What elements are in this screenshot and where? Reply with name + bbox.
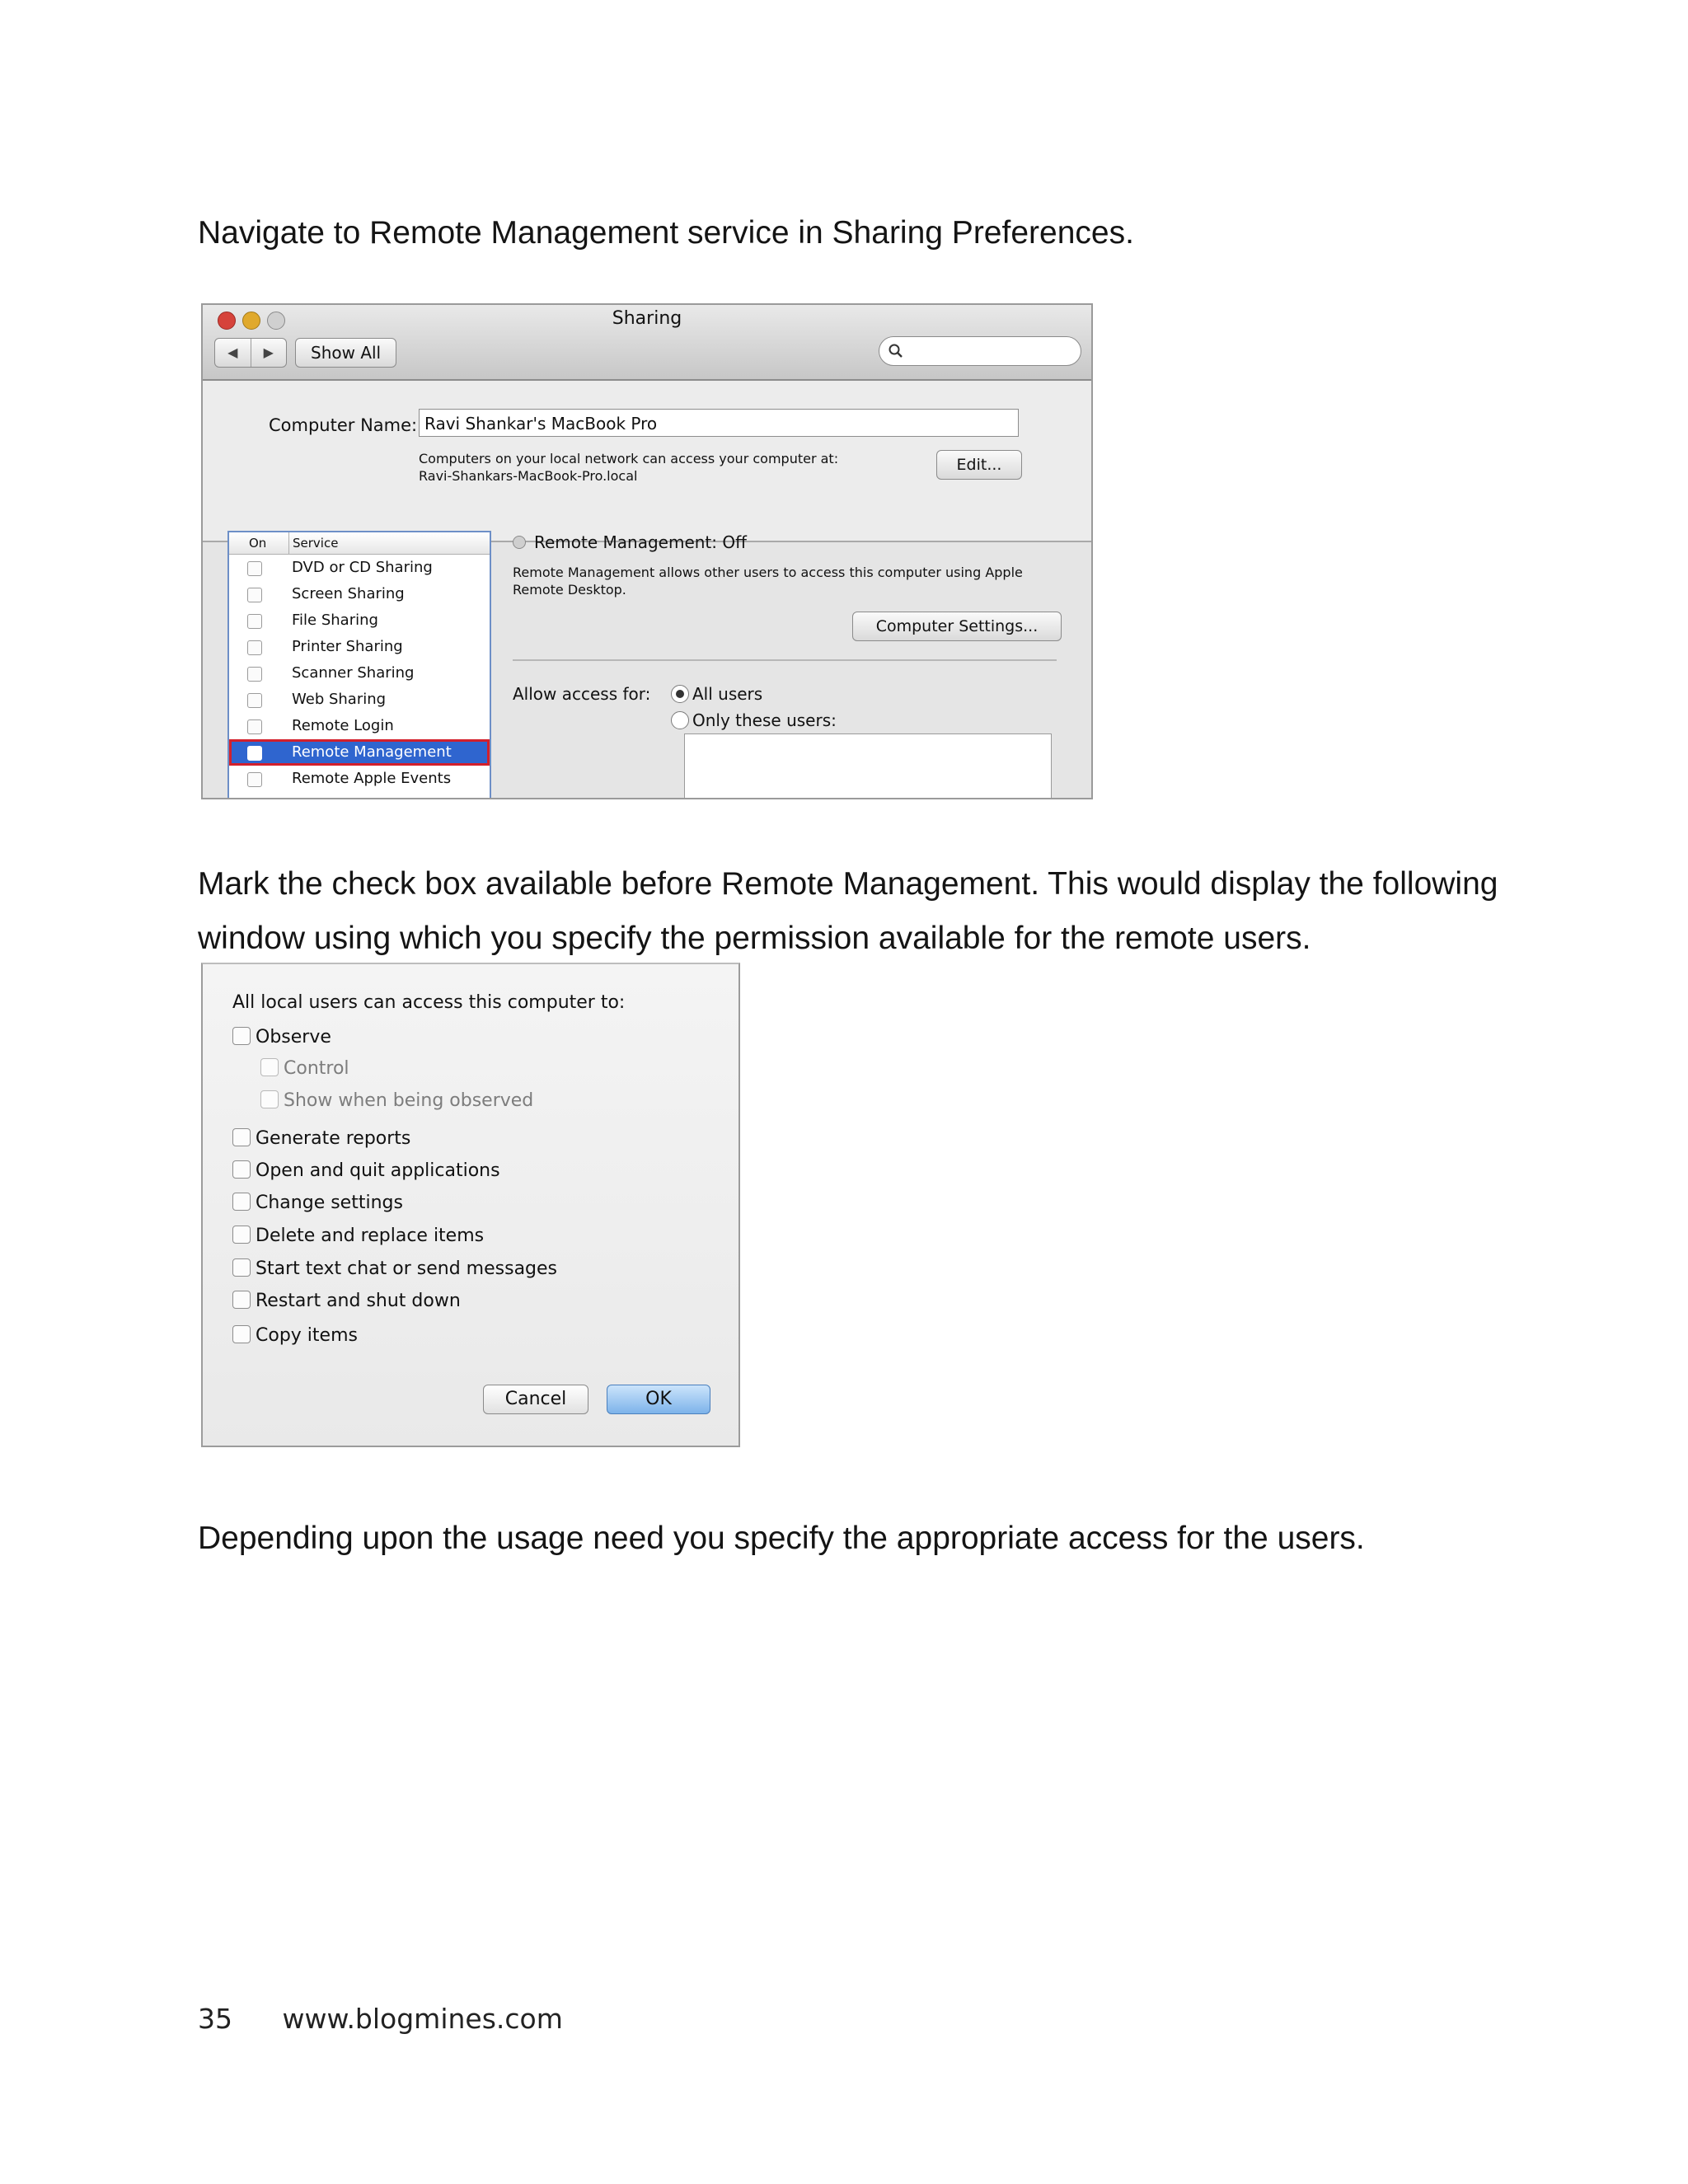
permission-copy-items[interactable] xyxy=(232,1325,358,1346)
computer-settings-button[interactable]: Computer Settings... xyxy=(852,612,1062,641)
footer-site: www.blogmines.com xyxy=(282,2003,563,2035)
permission-show-when-observed[interactable] xyxy=(260,1090,533,1111)
radio-all-users[interactable] xyxy=(671,684,762,704)
checkbox[interactable] xyxy=(260,1058,279,1076)
header-on[interactable]: On xyxy=(249,536,267,551)
computer-name-section xyxy=(203,381,1091,542)
users-list-box[interactable] xyxy=(684,733,1052,799)
allow-access-label: Allow access for: xyxy=(513,684,651,704)
permission-label: Open and quit applications xyxy=(256,1160,500,1181)
service-row-remote-management[interactable] xyxy=(229,739,490,766)
service-checkbox[interactable] xyxy=(247,667,262,682)
service-checkbox[interactable] xyxy=(247,693,262,708)
forward-arrow-icon[interactable]: ▶ xyxy=(263,344,274,360)
permission-label: Control xyxy=(284,1058,349,1079)
local-network-note xyxy=(419,450,838,485)
service-name: Remote Login xyxy=(292,717,394,734)
radio-all-users-label: All users xyxy=(692,684,763,704)
ok-button[interactable]: OK xyxy=(607,1385,710,1414)
service-row[interactable] xyxy=(229,713,490,739)
service-row[interactable] xyxy=(229,607,490,634)
permission-text-chat[interactable] xyxy=(232,1258,557,1279)
service-row[interactable] xyxy=(229,660,490,687)
computer-name-label: Computer Name: xyxy=(269,415,418,435)
status-indicator-icon xyxy=(513,536,526,549)
permission-label: Copy items xyxy=(256,1325,358,1346)
service-row[interactable] xyxy=(229,634,490,660)
service-checkbox[interactable] xyxy=(247,772,262,787)
permission-label: Generate reports xyxy=(256,1128,411,1149)
permission-label: Change settings xyxy=(256,1193,403,1213)
service-name: Remote Management xyxy=(292,743,452,761)
remote-management-checkbox[interactable] xyxy=(247,746,262,761)
service-name: File Sharing xyxy=(292,612,378,629)
search-icon xyxy=(888,343,904,359)
permission-change-settings[interactable] xyxy=(232,1193,403,1213)
checkbox[interactable] xyxy=(232,1128,251,1146)
remote-management-description: Remote Management allows other users to access this computer using Apple Remote Desktop. xyxy=(513,565,1023,598)
service-checkbox[interactable] xyxy=(247,561,262,576)
window-title: Sharing xyxy=(612,308,682,329)
permission-label: Start text chat or send messages xyxy=(256,1258,558,1279)
back-arrow-icon[interactable]: ◀ xyxy=(215,339,251,367)
radio-button[interactable] xyxy=(671,711,689,729)
checkbox[interactable] xyxy=(232,1325,251,1343)
permission-label: Delete and replace items xyxy=(256,1226,485,1246)
service-checkbox[interactable] xyxy=(247,640,262,655)
local-address: Ravi-Shankars-MacBook-Pro.local xyxy=(419,468,638,484)
show-all-button[interactable]: Show All xyxy=(295,338,396,368)
page-footer xyxy=(198,2003,563,2035)
service-name: Scanner Sharing xyxy=(292,664,415,682)
service-name: Screen Sharing xyxy=(292,585,405,602)
edit-button[interactable]: Edit... xyxy=(936,450,1022,480)
permission-observe[interactable] xyxy=(232,1027,331,1047)
remote-management-status xyxy=(513,532,747,552)
service-row[interactable] xyxy=(229,766,490,792)
service-checkbox[interactable] xyxy=(247,614,262,629)
permission-control[interactable] xyxy=(260,1058,349,1079)
permission-label: Show when being observed xyxy=(284,1090,534,1111)
paragraph-intro: Navigate to Remote Management service in Sharing Preferences. xyxy=(198,215,1134,251)
service-name: DVD or CD Sharing xyxy=(292,559,433,576)
permission-label: Observe xyxy=(256,1027,331,1047)
computer-name-field[interactable]: Ravi Shankar's MacBook Pro xyxy=(419,409,1019,437)
title-bar xyxy=(203,305,1091,381)
search-input[interactable] xyxy=(879,336,1081,366)
service-row[interactable] xyxy=(229,555,490,581)
service-checkbox[interactable] xyxy=(247,719,262,734)
checkbox[interactable] xyxy=(232,1027,251,1045)
service-row[interactable] xyxy=(229,581,490,607)
checkbox[interactable] xyxy=(232,1291,251,1309)
checkbox[interactable] xyxy=(232,1258,251,1277)
local-network-text: Computers on your local network can access your computer at: xyxy=(419,451,839,466)
service-name: Printer Sharing xyxy=(292,638,403,655)
radio-button-selected[interactable] xyxy=(671,685,689,703)
checkbox[interactable] xyxy=(232,1160,251,1179)
header-service[interactable]: Service xyxy=(288,532,338,554)
service-list xyxy=(227,531,491,799)
checkbox[interactable] xyxy=(260,1090,279,1108)
service-checkbox[interactable] xyxy=(247,588,262,602)
service-name: Web Sharing xyxy=(292,691,387,708)
permission-label: Restart and shut down xyxy=(256,1291,461,1311)
permission-open-quit-apps[interactable] xyxy=(232,1160,500,1181)
service-row[interactable] xyxy=(229,687,490,713)
service-list-header xyxy=(229,532,490,555)
sharing-window xyxy=(201,303,1093,799)
permissions-dialog xyxy=(201,963,740,1447)
page-number: 35 xyxy=(198,2003,232,2035)
permission-delete-replace[interactable] xyxy=(232,1226,484,1246)
dialog-title: All local users can access this computer to: xyxy=(232,992,626,1013)
checkbox[interactable] xyxy=(232,1226,251,1244)
checkbox[interactable] xyxy=(232,1193,251,1211)
paragraph-conclusion: Depending upon the usage need you specify the appropriate access for the users. xyxy=(198,1521,1365,1556)
permission-generate-reports[interactable] xyxy=(232,1128,410,1149)
radio-only-these-label: Only these users: xyxy=(692,710,837,730)
divider xyxy=(513,659,1057,661)
back-forward-buttons[interactable] xyxy=(214,338,287,368)
status-text: Remote Management: Off xyxy=(534,532,747,552)
service-name: Remote Apple Events xyxy=(292,770,452,787)
paragraph-instruction: Mark the check box available before Remote Management. This would display the following window using which you specify the permission available for the remote users. xyxy=(198,866,1498,956)
cancel-button[interactable]: Cancel xyxy=(483,1385,588,1414)
radio-only-these-users[interactable] xyxy=(671,710,837,730)
permission-restart-shutdown[interactable] xyxy=(232,1291,461,1311)
